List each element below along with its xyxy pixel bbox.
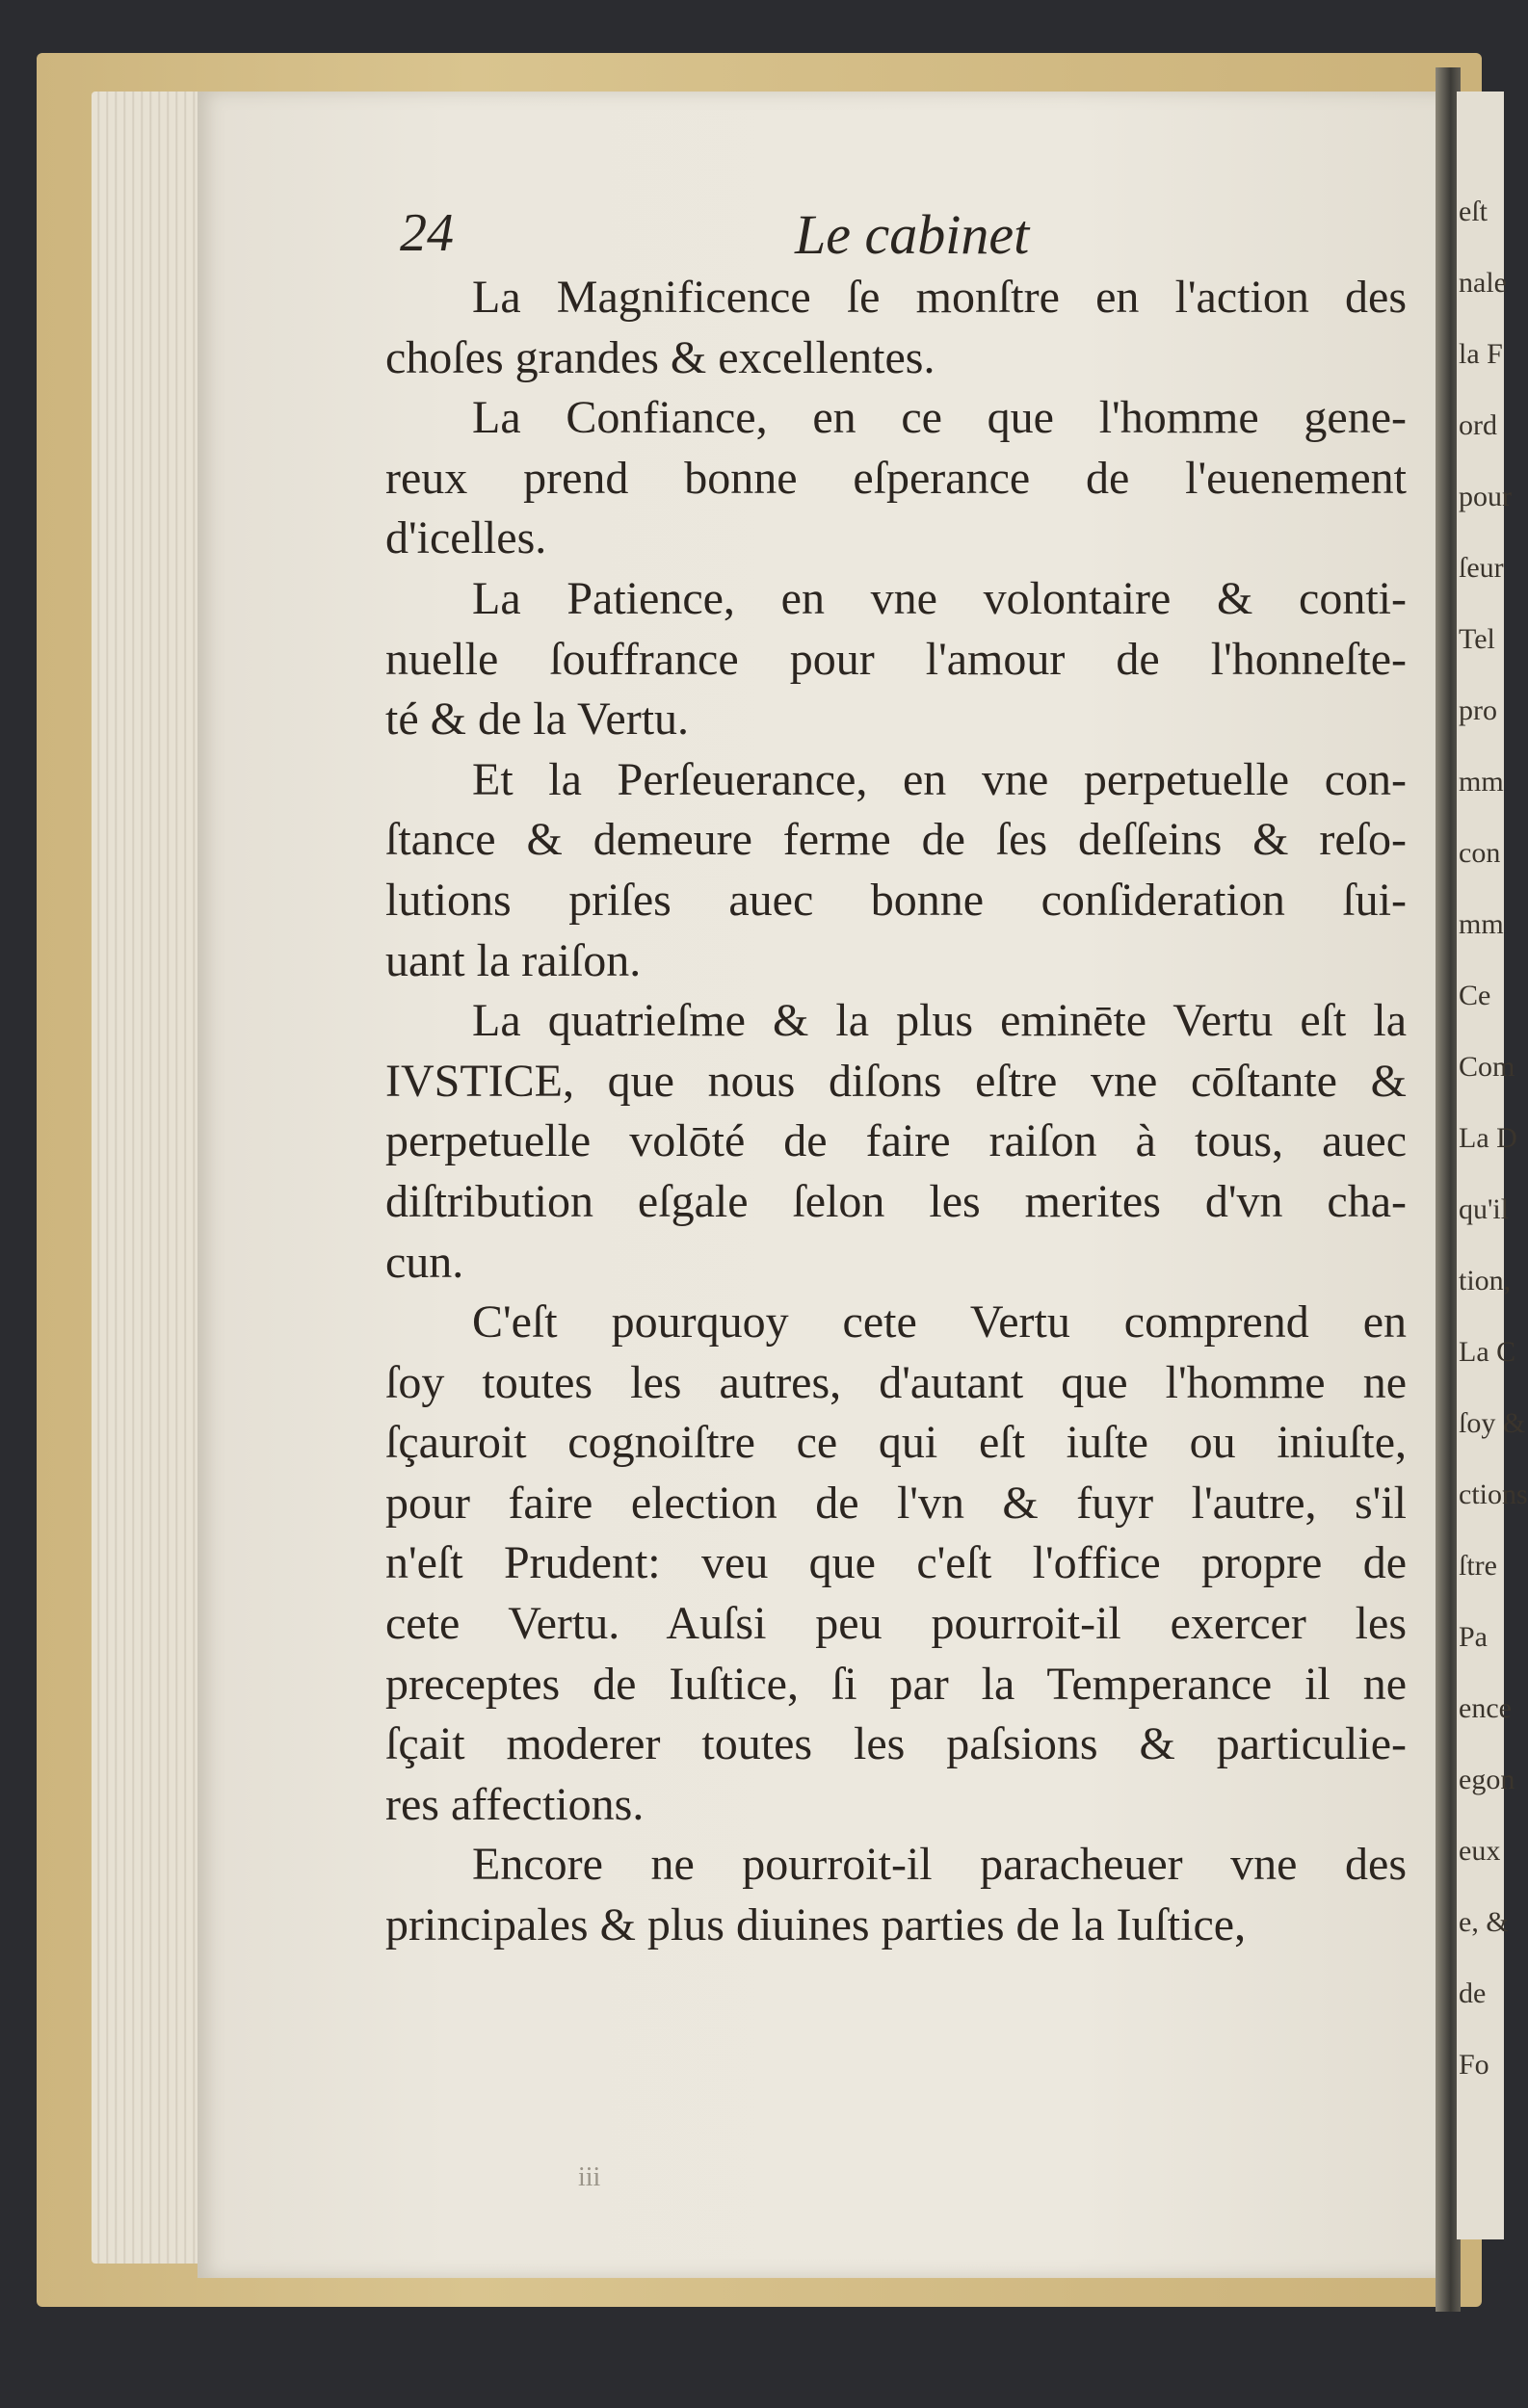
text-line: ſçait moderer toutes les paſsions & particulie- bbox=[385, 1718, 1407, 1770]
facing-page-fragment: de bbox=[1459, 1977, 1487, 2009]
text-line: La Confiance, en ce que l'homme gene- bbox=[472, 392, 1407, 444]
facing-page-fragment: Fo bbox=[1459, 2049, 1489, 2081]
text-line: ſoy toutes les autres, d'autant que l'homme ne bbox=[385, 1356, 1407, 1408]
text-line: d'icelles. bbox=[385, 512, 547, 564]
text-line: n'eſt Prudent: veu que c'eſt l'office propre de bbox=[385, 1537, 1407, 1589]
text-line: La quatrieſme & la plus eminēte Vertu eſt la bbox=[472, 995, 1407, 1047]
text-line: IVSTICE, que nous diſons eſtre vne cōſtante & bbox=[385, 1055, 1407, 1107]
facing-page-fragment: eſt bbox=[1459, 196, 1488, 227]
text-line: reux prend bonne eſperance de l'euenement bbox=[385, 452, 1407, 504]
facing-page-fragment: ſoy & bbox=[1459, 1407, 1526, 1439]
facing-page-fragment: ord bbox=[1459, 409, 1497, 441]
facing-page-fragment: mm bbox=[1459, 908, 1504, 940]
facing-page-fragment: Tel bbox=[1459, 623, 1495, 655]
facing-page-fragment: ence bbox=[1459, 1692, 1512, 1724]
facing-page-fragment: Pa bbox=[1459, 1621, 1488, 1653]
footer-mark: iii bbox=[578, 2162, 601, 2192]
text-line: lutions priſes auec bonne conſideration ſui- bbox=[385, 874, 1407, 926]
facing-page-fragment: egon bbox=[1459, 1764, 1515, 1795]
text-line: principales & plus diuines parties de la Iuſtice, bbox=[385, 1899, 1247, 1951]
text-line: té & de la Vertu. bbox=[385, 694, 690, 746]
facing-page-fragment: tion, bbox=[1459, 1265, 1512, 1296]
facing-page-fragment: nale bbox=[1459, 267, 1507, 299]
text-line: Et la Perſeuerance, en vne perpetuelle con- bbox=[472, 753, 1407, 805]
text-line: choſes grandes & excellentes. bbox=[385, 331, 935, 383]
text-line: uant la raiſon. bbox=[385, 934, 642, 986]
facing-page-fragment: ſeur bbox=[1459, 552, 1504, 584]
facing-page-fragment: La D bbox=[1459, 1122, 1517, 1154]
facing-page-fragment: mm bbox=[1459, 766, 1504, 798]
text-line: Encore ne pourroit-il paracheuer vne des bbox=[472, 1839, 1407, 1891]
facing-page-fragment: qu'il bbox=[1459, 1193, 1510, 1225]
text-line: pour faire election de l'vn & fuyr l'autre, s'il bbox=[385, 1477, 1407, 1529]
facing-page-edge bbox=[1457, 92, 1528, 2239]
text-line: preceptes de Iuſtice, ſi par la Temperance il ne bbox=[385, 1658, 1407, 1710]
text-line: diſtribution eſgale ſelon les merites d'vn cha- bbox=[385, 1175, 1407, 1227]
facing-page-fragment: con bbox=[1459, 837, 1501, 869]
text-line: cun. bbox=[385, 1236, 464, 1288]
facing-page-fragment: Ce bbox=[1459, 980, 1491, 1011]
running-title: Le cabinet bbox=[795, 203, 1030, 266]
facing-page-fragment: e, & bbox=[1459, 1906, 1509, 1938]
facing-page-fragment: ctions bbox=[1459, 1479, 1528, 1510]
facing-page-fragment: pour bbox=[1459, 481, 1512, 512]
page-number: 24 bbox=[400, 203, 454, 263]
text-line: nuelle ſouffrance pour l'amour de l'honneſte- bbox=[385, 633, 1407, 685]
facing-page-fragment: La C bbox=[1459, 1336, 1516, 1368]
facing-page-fragment: ſtre bbox=[1459, 1550, 1497, 1582]
facing-page-fragment: pro bbox=[1459, 694, 1497, 726]
text-line: perpetuelle volōté de faire raiſon à tous, auec bbox=[385, 1115, 1407, 1167]
facing-page-fragment: Com bbox=[1459, 1051, 1515, 1083]
text-line: cete Vertu. Auſsi peu pourroit-il exercer les bbox=[385, 1598, 1407, 1650]
text-line: ſçauroit cognoiſtre ce qui eſt iuſte ou iniuſte, bbox=[385, 1417, 1407, 1469]
text-block bbox=[385, 268, 1407, 1956]
running-head bbox=[400, 202, 1402, 270]
page-edges bbox=[92, 92, 207, 2264]
text-line: La Patience, en vne volontaire & conti- bbox=[472, 572, 1407, 624]
text-line: La Magnificence ſe monſtre en l'action des bbox=[472, 272, 1407, 323]
text-line: ſtance & demeure ferme de ſes deſſeins & reſo- bbox=[385, 814, 1407, 866]
facing-page-fragment: la F bbox=[1459, 338, 1503, 370]
text-line: C'eſt pourquoy cete Vertu comprend en bbox=[472, 1296, 1407, 1348]
text-line: res affections. bbox=[385, 1778, 645, 1830]
facing-page-fragment: eux bbox=[1459, 1835, 1501, 1867]
